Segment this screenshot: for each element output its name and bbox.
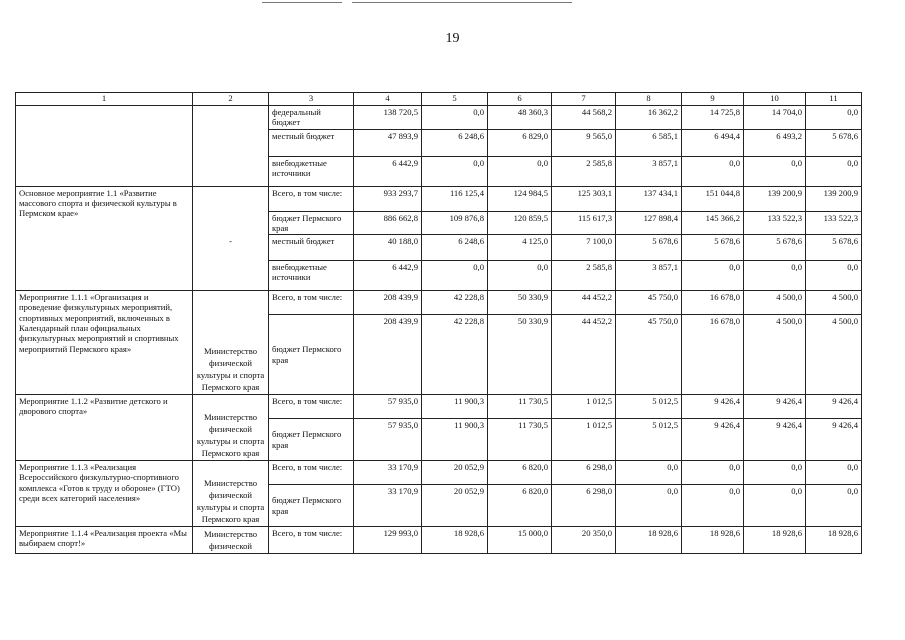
amount-cell: 50 330,9 [488, 291, 552, 315]
amount-cell: 9 426,4 [682, 419, 744, 461]
amount-cell: 0,0 [806, 485, 862, 527]
amount-cell: 0,0 [682, 461, 744, 485]
page-number: 19 [445, 31, 460, 46]
amount-cell: 137 434,1 [616, 186, 682, 211]
amount-cell: 0,0 [616, 485, 682, 527]
activity-name: Мероприятие 1.1.3 «Реализация Всероссийского физкультурно-спортивного комплекса «Готов к труду и обороне» (ГТО) среди всех категорий населения» [16, 461, 193, 527]
amount-cell: 15 000,0 [488, 527, 552, 554]
table-row [16, 461, 862, 485]
table-row [16, 527, 862, 554]
amount-cell: 151 044,8 [682, 186, 744, 211]
amount-cell: 0,0 [806, 261, 862, 291]
table-row [16, 291, 862, 315]
amount-cell: 7 100,0 [552, 235, 616, 261]
funding-source: бюджет Пермского края [269, 315, 354, 395]
amount-cell: 9 426,4 [744, 395, 806, 419]
table-header [16, 93, 862, 106]
amount-cell: 933 293,7 [354, 186, 422, 211]
amount-cell: 6 298,0 [552, 485, 616, 527]
amount-cell: 0,0 [744, 156, 806, 186]
amount-cell: 6 494,4 [682, 129, 744, 156]
column-header: 7 [552, 93, 616, 106]
amount-cell: 5 678,6 [616, 235, 682, 261]
amount-cell: 120 859,5 [488, 211, 552, 235]
column-header: 11 [806, 93, 862, 106]
amount-cell: 145 366,2 [682, 211, 744, 235]
amount-cell: 0,0 [422, 261, 488, 291]
amount-cell: 44 452,2 [552, 315, 616, 395]
funding-source: местный бюджет [269, 129, 354, 156]
amount-cell: 6 820,0 [488, 461, 552, 485]
column-header: 1 [16, 93, 193, 106]
funding-source: Всего, в том числе: [269, 186, 354, 211]
amount-cell: 18 928,6 [422, 527, 488, 554]
amount-cell: 6 585,1 [616, 129, 682, 156]
amount-cell: 6 298,0 [552, 461, 616, 485]
amount-cell: 5 012,5 [616, 395, 682, 419]
amount-cell: 18 928,6 [806, 527, 862, 554]
amount-cell: 6 442,9 [354, 261, 422, 291]
amount-cell: 9 565,0 [552, 129, 616, 156]
amount-cell: 11 900,3 [422, 395, 488, 419]
header-rule-left [262, 2, 342, 3]
amount-cell: 0,0 [682, 156, 744, 186]
amount-cell: 57 935,0 [354, 419, 422, 461]
amount-cell: 133 522,3 [744, 211, 806, 235]
amount-cell: 3 857,1 [616, 261, 682, 291]
amount-cell: 0,0 [744, 461, 806, 485]
amount-cell: 0,0 [806, 461, 862, 485]
column-header: 4 [354, 93, 422, 106]
header-row [16, 93, 862, 106]
amount-cell: 0,0 [744, 485, 806, 527]
amount-cell: 9 426,4 [806, 395, 862, 419]
amount-cell: 0,0 [744, 261, 806, 291]
amount-cell: 124 984,5 [488, 186, 552, 211]
activity-name: Основное мероприятие 1.1 «Развитие массового спорта и физической культуры в Пермском крае» [16, 186, 193, 291]
amount-cell: 208 439,9 [354, 291, 422, 315]
header-rule-right [352, 2, 572, 3]
table-row [16, 106, 862, 130]
funding-source: внебюджетные источники [269, 261, 354, 291]
amount-cell: 47 893,9 [354, 129, 422, 156]
amount-cell: 0,0 [422, 106, 488, 130]
amount-cell: 20 052,9 [422, 485, 488, 527]
amount-cell: 4 125,0 [488, 235, 552, 261]
funding-source: федеральный бюджет [269, 106, 354, 130]
amount-cell: 0,0 [806, 156, 862, 186]
amount-cell: 57 935,0 [354, 395, 422, 419]
activity-name [16, 106, 193, 187]
amount-cell: 2 585,8 [552, 156, 616, 186]
amount-cell: 9 426,4 [744, 419, 806, 461]
amount-cell: 40 188,0 [354, 235, 422, 261]
funding-source: Всего, в том числе: [269, 527, 354, 554]
amount-cell: 4 500,0 [744, 315, 806, 395]
executor [193, 186, 269, 291]
amount-cell: 14 704,0 [744, 106, 806, 130]
amount-cell: 886 662,8 [354, 211, 422, 235]
funding-source: Всего, в том числе: [269, 461, 354, 485]
amount-cell: 33 170,9 [354, 461, 422, 485]
amount-cell: 5 678,6 [806, 129, 862, 156]
amount-cell: 116 125,4 [422, 186, 488, 211]
amount-cell: 2 585,8 [552, 261, 616, 291]
amount-cell: 139 200,9 [744, 186, 806, 211]
amount-cell: 0,0 [806, 106, 862, 130]
amount-cell: 6 820,0 [488, 485, 552, 527]
funding-source: Всего, в том числе: [269, 395, 354, 419]
amount-cell: 18 928,6 [744, 527, 806, 554]
amount-cell: 5 678,6 [806, 235, 862, 261]
executor: Министерство физической культуры и спорта Пермского края [193, 461, 269, 527]
amount-cell: 208 439,9 [354, 315, 422, 395]
executor-dash: - [229, 235, 232, 246]
amount-cell: 4 500,0 [744, 291, 806, 315]
amount-cell: 139 200,9 [806, 186, 862, 211]
executor: Министерство физической [193, 527, 269, 554]
column-header: 6 [488, 93, 552, 106]
amount-cell: 1 012,5 [552, 419, 616, 461]
amount-cell: 0,0 [682, 261, 744, 291]
amount-cell: 1 012,5 [552, 395, 616, 419]
amount-cell: 6 829,0 [488, 129, 552, 156]
amount-cell: 0,0 [616, 461, 682, 485]
amount-cell: 0,0 [682, 485, 744, 527]
amount-cell: 6 442,9 [354, 156, 422, 186]
amount-cell: 0,0 [488, 261, 552, 291]
funding-source: бюджет Пермского края [269, 419, 354, 461]
amount-cell: 4 500,0 [806, 315, 862, 395]
funding-source: бюджет Пермского края [269, 485, 354, 527]
amount-cell: 44 568,2 [552, 106, 616, 130]
amount-cell: 9 426,4 [682, 395, 744, 419]
amount-cell: 11 730,5 [488, 419, 552, 461]
funding-source: Всего, в том числе: [269, 291, 354, 315]
amount-cell: 5 012,5 [616, 419, 682, 461]
amount-cell: 109 876,8 [422, 211, 488, 235]
amount-cell: 5 678,6 [744, 235, 806, 261]
amount-cell: 50 330,9 [488, 315, 552, 395]
activity-name: Мероприятие 1.1.2 «Развитие детского и дворового спорта» [16, 395, 193, 461]
amount-cell: 44 452,2 [552, 291, 616, 315]
funding-source: бюджет Пермского края [269, 211, 354, 235]
amount-cell: 6 248,6 [422, 129, 488, 156]
column-header: 3 [269, 93, 354, 106]
column-header: 8 [616, 93, 682, 106]
column-header: 10 [744, 93, 806, 106]
amount-cell: 11 730,5 [488, 395, 552, 419]
funding-source: внебюджетные источники [269, 156, 354, 186]
amount-cell: 125 303,1 [552, 186, 616, 211]
amount-cell: 45 750,0 [616, 315, 682, 395]
amount-cell: 48 360,3 [488, 106, 552, 130]
amount-cell: 20 052,9 [422, 461, 488, 485]
executor [193, 106, 269, 187]
executor: Министерство физической культуры и спорта Пермского края [193, 395, 269, 461]
amount-cell: 18 928,6 [682, 527, 744, 554]
amount-cell: 133 522,3 [806, 211, 862, 235]
amount-cell: 16 362,2 [616, 106, 682, 130]
amount-cell: 5 678,6 [682, 235, 744, 261]
table-body [16, 106, 862, 554]
amount-cell: 42 228,8 [422, 291, 488, 315]
amount-cell: 18 928,6 [616, 527, 682, 554]
amount-cell: 45 750,0 [616, 291, 682, 315]
column-header: 9 [682, 93, 744, 106]
amount-cell: 115 617,3 [552, 211, 616, 235]
amount-cell: 0,0 [488, 156, 552, 186]
table-row [16, 186, 862, 211]
amount-cell: 0,0 [422, 156, 488, 186]
table-row [16, 395, 862, 419]
funding-source: местный бюджет [269, 235, 354, 261]
column-header: 2 [193, 93, 269, 106]
amount-cell: 3 857,1 [616, 156, 682, 186]
amount-cell: 20 350,0 [552, 527, 616, 554]
amount-cell: 16 678,0 [682, 315, 744, 395]
amount-cell: 9 426,4 [806, 419, 862, 461]
amount-cell: 14 725,8 [682, 106, 744, 130]
amount-cell: 4 500,0 [806, 291, 862, 315]
amount-cell: 11 900,3 [422, 419, 488, 461]
amount-cell: 33 170,9 [354, 485, 422, 527]
activity-name: Мероприятие 1.1.1 «Организация и проведение физкультурных мероприятий, спортивных мероприятий, включенных в Календарный план официальных физкультурных мероприятий и спортивных мероприятий Пермского края» [16, 291, 193, 395]
amount-cell: 42 228,8 [422, 315, 488, 395]
activity-name: Мероприятие 1.1.4 «Реализация проекта «Мы выбираем спорт!» [16, 527, 193, 554]
budget-table [15, 92, 862, 554]
amount-cell: 127 898,4 [616, 211, 682, 235]
amount-cell: 138 720,5 [354, 106, 422, 130]
executor: Министерство физической культуры и спорта Пермского края [193, 291, 269, 395]
column-header: 5 [422, 93, 488, 106]
amount-cell: 6 493,2 [744, 129, 806, 156]
amount-cell: 6 248,6 [422, 235, 488, 261]
amount-cell: 129 993,0 [354, 527, 422, 554]
amount-cell: 16 678,0 [682, 291, 744, 315]
